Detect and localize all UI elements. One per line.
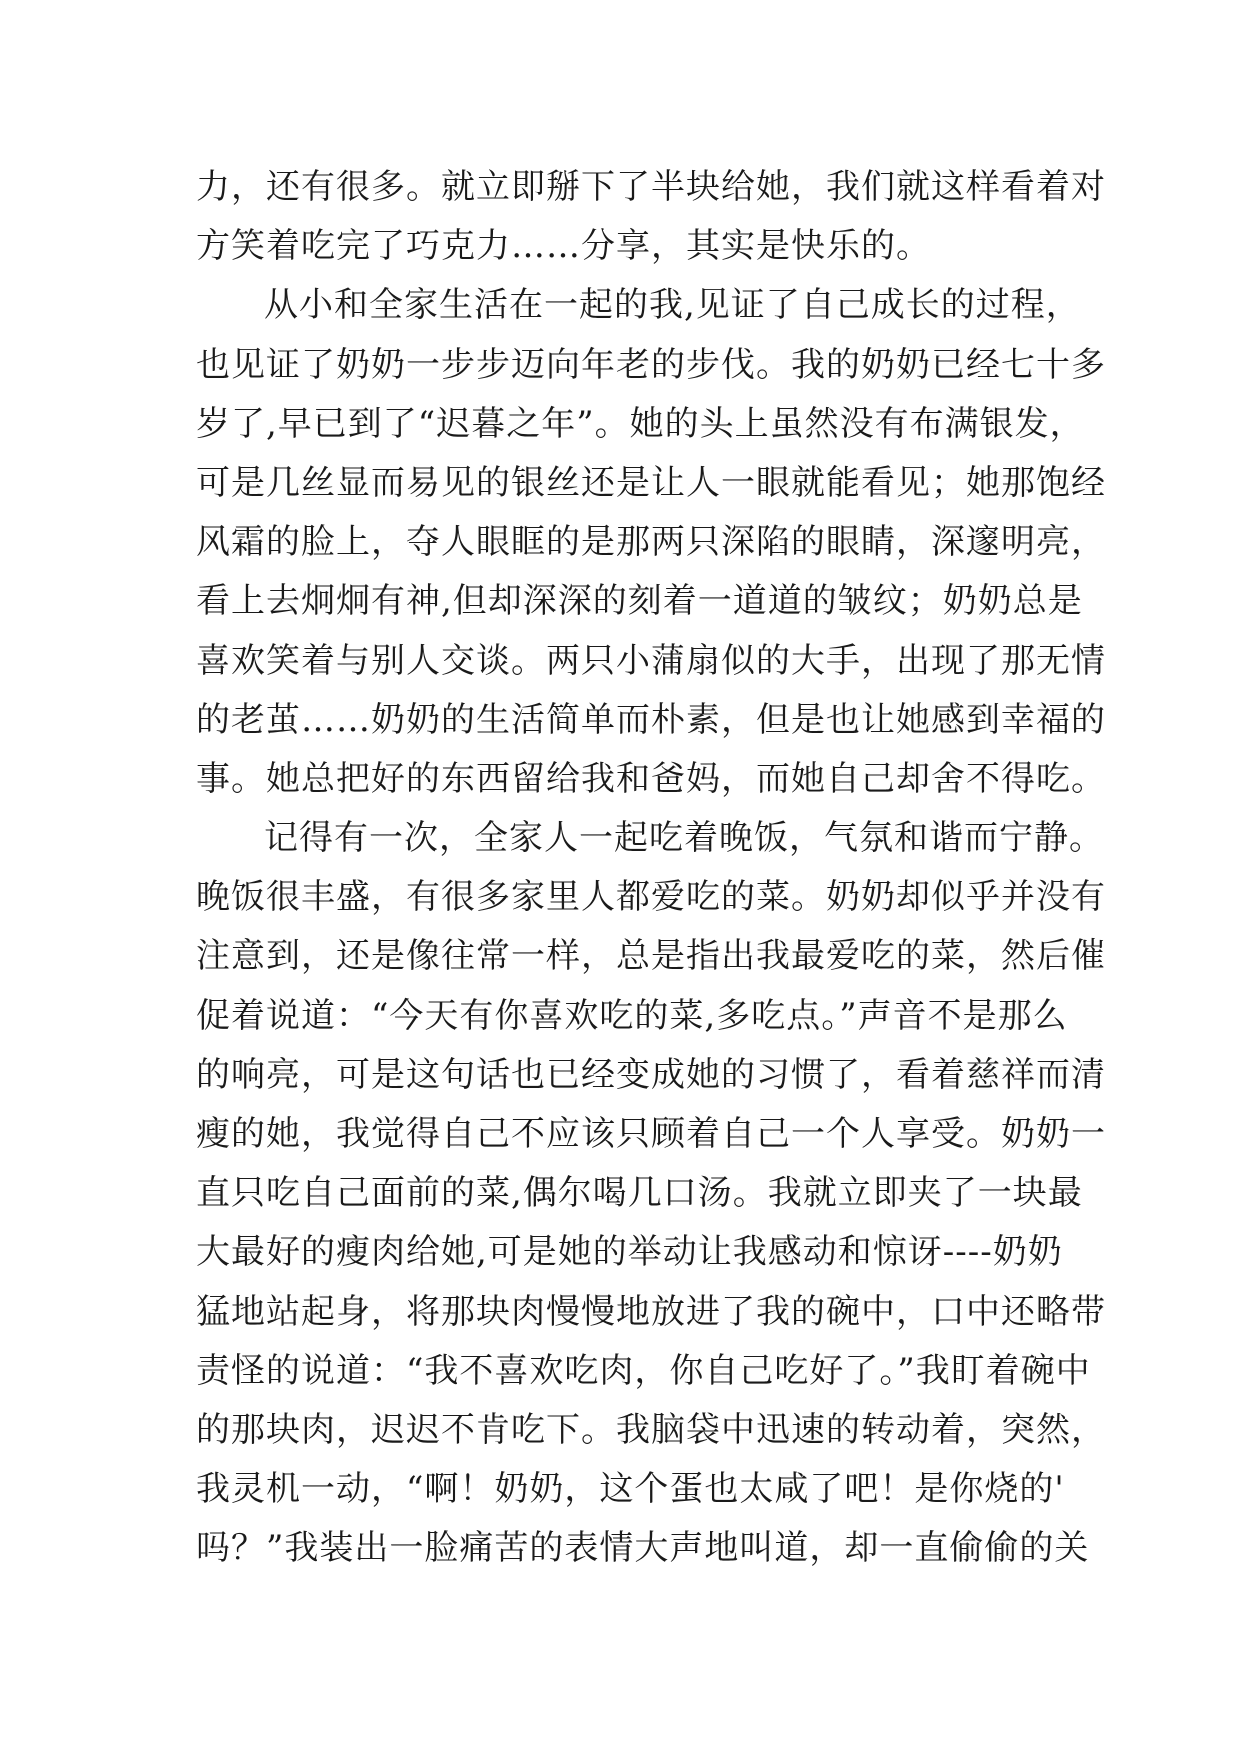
paragraph-first-line: 从小和全家生活在一起的我,见证了自己成长的过程， — [264, 285, 1081, 326]
text-line: 促着说道：“今天有你喜欢吃的菜,多吃点。”声音不是那么 — [196, 995, 1068, 1036]
text-line: 的老茧……奶奶的生活简单而朴素，但是也让她感到幸福的 — [196, 699, 1106, 740]
text-line: 猛地站起身，将那块肉慢慢地放进了我的碗中，口中还略带 — [196, 1291, 1106, 1332]
text-line: 方笑着吃完了巧克力……分享，其实是快乐的。 — [196, 226, 931, 267]
text-line: 大最好的瘦肉给她,可是她的举动让我感动和惊讶----奶奶 — [196, 1232, 1063, 1273]
text-line: 事。她总把好的东西留给我和爸妈，而她自己却舍不得吃。 — [196, 758, 1106, 799]
text-line: 的那块肉，迟迟不肯吃下。我脑袋中迅速的转动着，突然， — [196, 1409, 1106, 1450]
text-line: 的响亮，可是这句话也已经变成她的习惯了，看着慈祥而清 — [196, 1054, 1106, 1095]
text-line: 看上去炯炯有神,但却深深的刻着一道道的皱纹；奶奶总是 — [196, 581, 1083, 622]
text-line: 喜欢笑着与别人交谈。两只小蒲扇似的大手，出现了那无情 — [196, 640, 1106, 681]
text-line: 晚饭很丰盛，有很多家里人都爱吃的菜。奶奶却似乎并没有 — [196, 877, 1106, 918]
text-line: 瘦的她，我觉得自己不应该只顾着自己一个人享受。奶奶一 — [196, 1114, 1106, 1154]
text-line: 风霜的脸上，夺人眼眶的是那两只深陷的眼睛，深邃明亮， — [196, 522, 1106, 563]
text-line: 力，还有很多。就立即掰下了半块给她，我们就这样看着对 — [196, 167, 1106, 207]
paragraph-first-line: 记得有一次，全家人一起吃着晚饭，气氛和谐而宁静。 — [264, 818, 1104, 859]
text-line: 直只吃自己面前的菜,偶尔喝几口汤。我就立即夹了一块最 — [196, 1173, 1083, 1214]
essay-body — [196, 158, 1106, 1579]
text-line: 也见证了奶奶一步步迈向年老的步伐。我的奶奶已经七十多 — [196, 344, 1106, 385]
text-line: 我灵机一动，“啊！奶奶，这个蛋也太咸了吧！是你烧的' — [196, 1469, 1065, 1510]
text-line: 注意到，还是像往常一样，总是指出我最爱吃的菜，然后催 — [196, 936, 1106, 977]
text-line: 岁了,早已到了“迟暮之年”。她的头上虽然没有布满银发， — [196, 403, 1085, 444]
text-line: 吗？”我装出一脸痛苦的表情大声地叫道，却一直偷偷的关 — [196, 1528, 1090, 1569]
text-line: 可是几丝显而易见的银丝还是让人一眼就能看见；她那饱经 — [196, 462, 1106, 503]
text-line: 责怪的说道：“我不喜欢吃肉，你自己吃好了。”我盯着碗中 — [196, 1350, 1091, 1391]
